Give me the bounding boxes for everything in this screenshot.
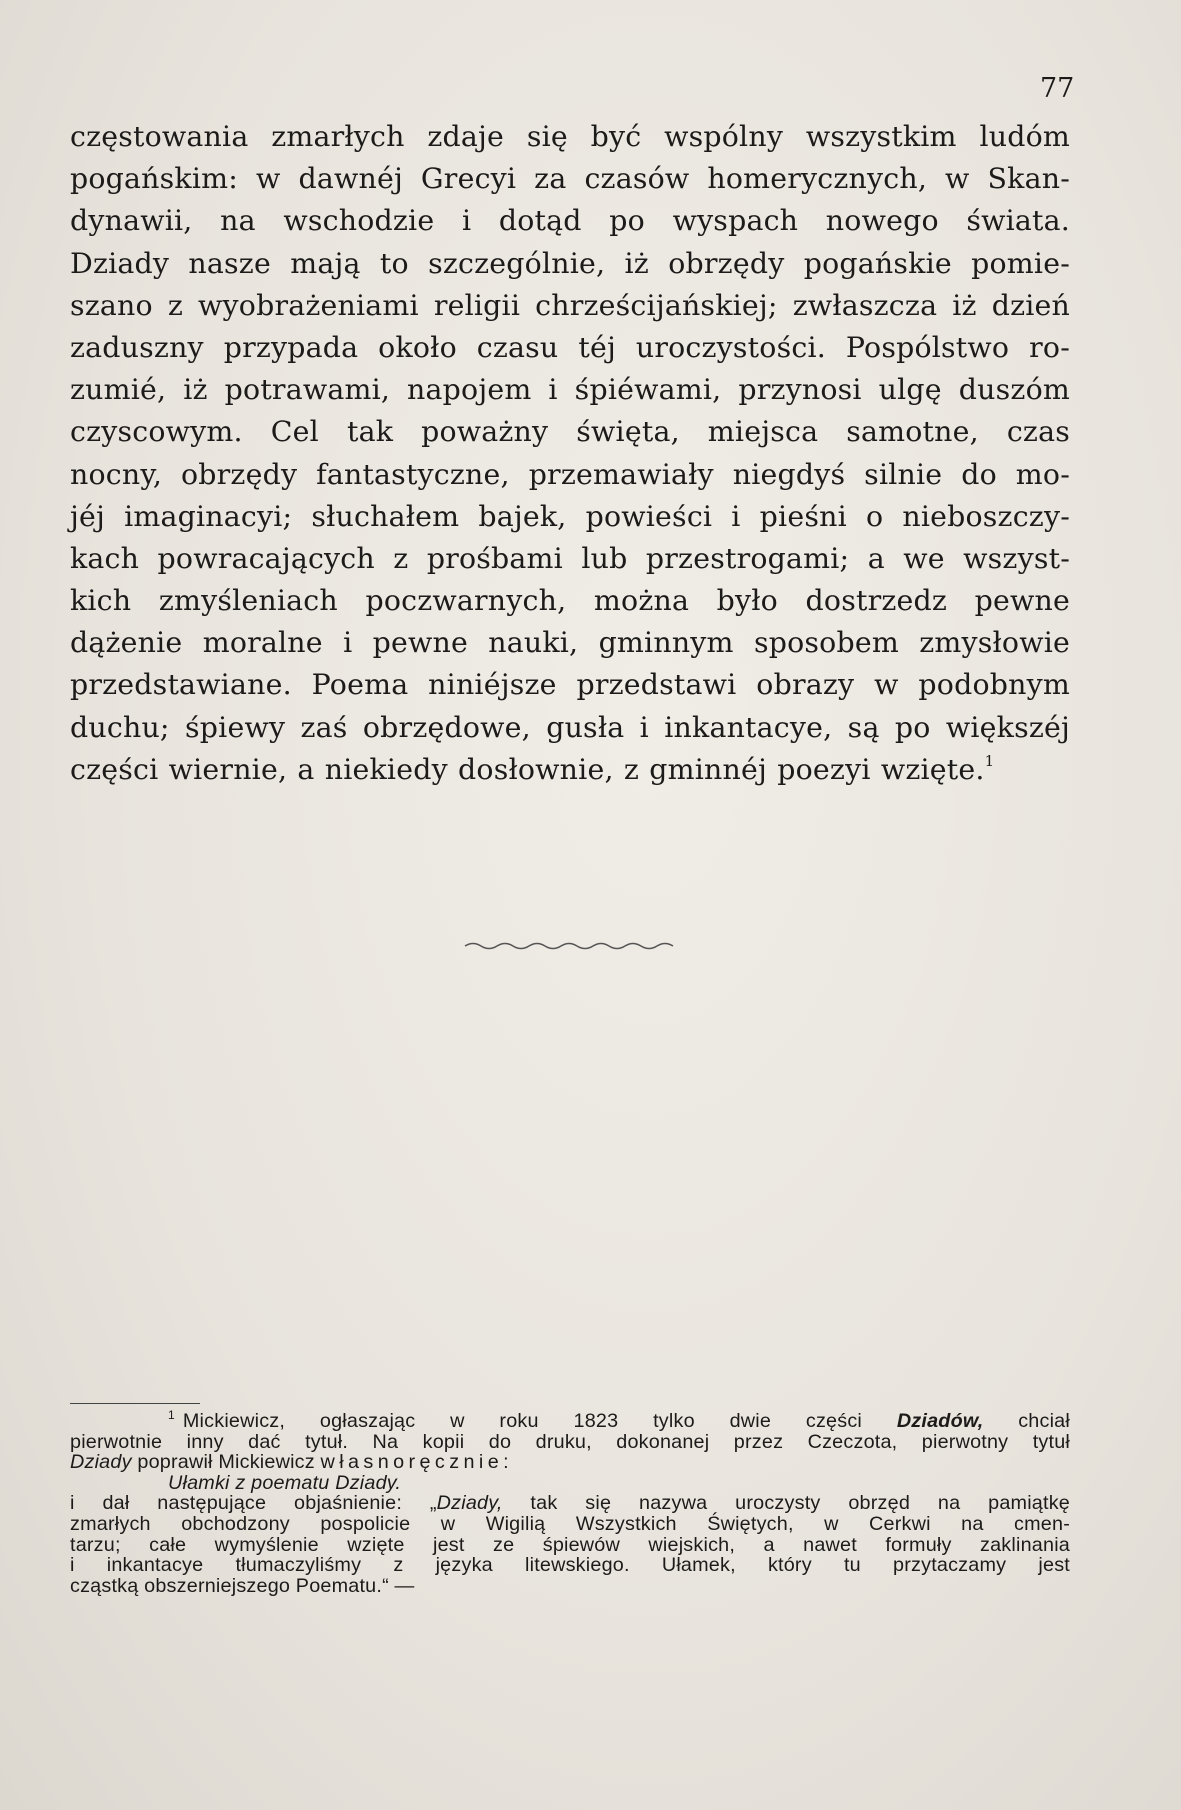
section-divider-ornament [463, 937, 683, 953]
text-line: czyscowym. Cel tak poważny święta, miejsca samotne, czas [70, 415, 1070, 449]
footnote-quoted-title: Ułamki z poematu Dziady. [168, 1471, 402, 1494]
text-line: dynawii, na wschodzie i dotąd po wyspach nowego świata. [70, 204, 1070, 238]
text-line: pogańskim: w dawnéj Grecyi za czasów homerycznych, w Skan- [70, 162, 1070, 196]
text-line: częstowania zmarłych zdaje się być wspólny wszystkim ludóm [70, 120, 1070, 153]
text-line: zumié, iż potrawami, napojem i śpiéwami, przynosi ulgę duszóm [70, 373, 1070, 407]
footnote-text: i dał następujące objaśnienie: „ [70, 1492, 437, 1515]
footnote-line: pierwotnie inny dać tytuł. Na kopii do druku, dokonanej przez Czeczota, pierwotny tytuł [70, 1430, 1070, 1453]
text-line: szano z wyobrażeniami religii chrześcijańskiej; zwłaszcza iż dzień [70, 288, 1070, 322]
text-line: przedstawiane. Poema niniéjsze przedstawi obrazy w podobnym [70, 668, 1070, 702]
footnote-rule [70, 1403, 200, 1404]
footnote-reference: 1 [984, 751, 995, 770]
work-title: Dziady, [436, 1492, 503, 1515]
text-line: dążenie moralne i pewne nauki, gminnym sposobem zmysłowie [70, 626, 1070, 660]
footnote-line-last: cząstką obszerniejszego Poematu.“ — [70, 1574, 415, 1597]
work-title: Dziady [70, 1451, 132, 1474]
footnote-line [70, 1452, 1070, 1473]
footnote-line [70, 1408, 1070, 1432]
text-line-last-content: części wiernie, a niekiedy dosłownie, z gminnéj poezyi wzięte. [70, 752, 985, 786]
footnote-line: i inkantacye tłumaczyliśmy z języka litewskiego. Ułamek, który tu przytaczamy jest [70, 1554, 1070, 1577]
text-line: kich zmyśleniach poczwarnych, można było dostrzedz pewne [70, 584, 1070, 618]
text-line: duchu; śpiewy zaś obrzędowe, gusła i inkantacye, są po większéj [70, 710, 1070, 744]
footnote-text: tak się nazywa uroczysty obrzęd na pamiątkę [502, 1492, 1070, 1515]
main-text [70, 116, 1070, 791]
footnote-line: zmarłych obchodzony pospolicie w Wigilią Wszystkich Świętych, w Cerkwi na cmen- [70, 1512, 1070, 1535]
text-line: zaduszny przypada około czasu téj uroczystości. Pospólstwo ro- [70, 330, 1070, 364]
text-line-last [70, 749, 1070, 791]
page-number: 77 [1040, 73, 1075, 104]
footnote-block [70, 1408, 1070, 1597]
footnote-text: chciał [983, 1410, 1070, 1432]
work-title: Dziadów, [896, 1410, 984, 1432]
text-line: jéj imaginacyi; słuchałem bajek, powieści i pieśni o nieboszczy- [70, 499, 1070, 533]
footnote-line: tarzu; całe wymyślenie wzięte jest ze śpiewów wiejskich, a nawet formuły zaklinania [70, 1533, 1070, 1556]
text-line: kach powracających z prośbami lub przestrogami; a we wszyst- [70, 541, 1070, 575]
text-line: Dziady nasze mają to szczególnie, iż obrzędy pogańskie pomie- [70, 246, 1070, 280]
footnote-line [70, 1493, 1070, 1514]
footnote-text: poprawił Mickiewicz [131, 1451, 321, 1474]
footnote-text: Mickiewicz, ogłaszając w roku 1823 tylko dwie części [182, 1410, 897, 1432]
emphasized-text: własnoręcznie: [320, 1451, 513, 1474]
text-line: nocny, obrzędy fantastyczne, przemawiały niegdyś silnie do mo- [70, 457, 1070, 491]
footnote-number: 1 [168, 1408, 175, 1422]
